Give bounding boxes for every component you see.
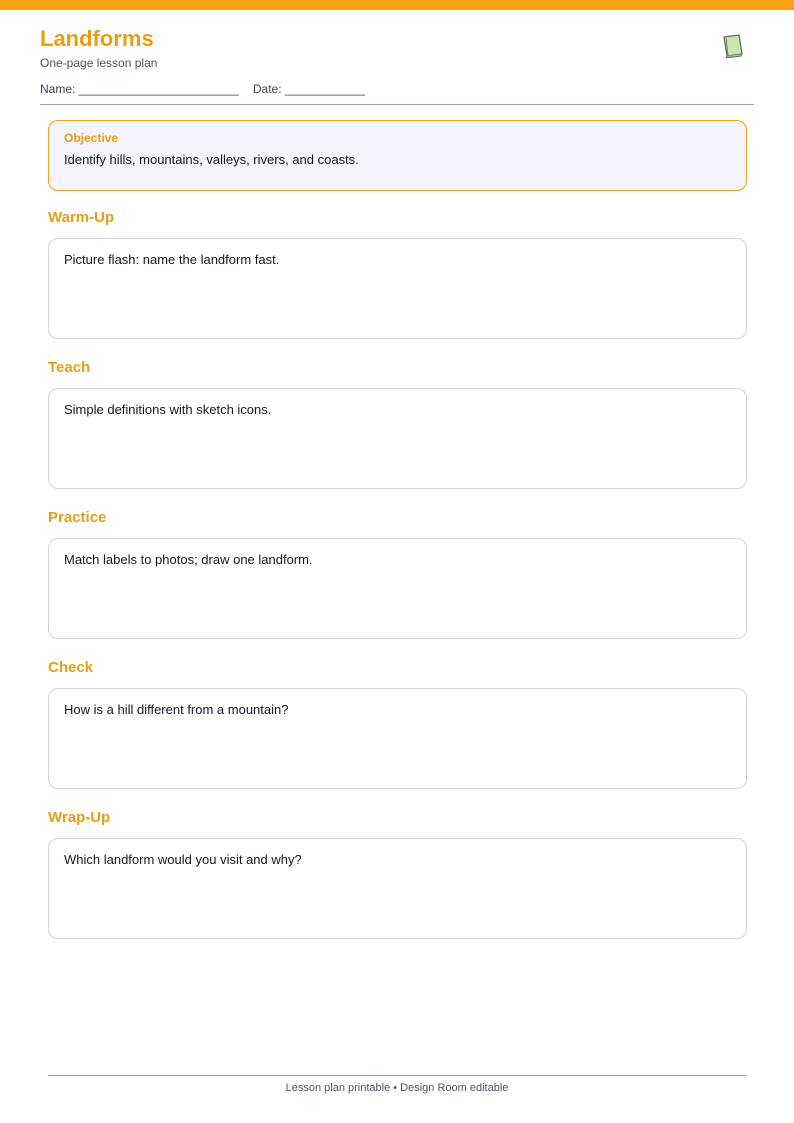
section-text-check: How is a hill different from a mountain? bbox=[64, 702, 289, 717]
page-title: Landforms bbox=[40, 26, 154, 51]
section-text-warm-up: Picture flash: name the landform fast. bbox=[64, 252, 280, 267]
section-title-check: Check bbox=[48, 659, 94, 676]
name-date-row bbox=[40, 82, 365, 96]
section-box-wrap-up[interactable] bbox=[48, 838, 747, 939]
section-box-teach[interactable] bbox=[48, 388, 747, 489]
page-footer: Lesson plan printable • Design Room editable bbox=[285, 1082, 509, 1094]
section-title-practice: Practice bbox=[48, 509, 107, 526]
section-box-check[interactable] bbox=[48, 688, 747, 789]
top-accent-bar bbox=[0, 0, 794, 10]
date-field[interactable]: Date: ____________ bbox=[252, 82, 365, 96]
section-text-teach: Simple definitions with sketch icons. bbox=[64, 402, 272, 417]
footer-divider bbox=[48, 1075, 746, 1076]
section-title-warm-up: Warm-Up bbox=[48, 209, 115, 226]
section-title-wrap-up: Wrap-Up bbox=[48, 809, 111, 826]
section-box-warm-up[interactable] bbox=[48, 238, 747, 339]
objective-text: Identify hills, mountains, valleys, rivers, and coasts. bbox=[64, 152, 359, 167]
page-header bbox=[40, 26, 754, 70]
section-text-wrap-up: Which landform would you visit and why? bbox=[64, 852, 302, 867]
objective-label: Objective bbox=[64, 131, 119, 145]
book-icon bbox=[722, 34, 744, 58]
objective-box bbox=[48, 120, 747, 191]
name-field[interactable]: Name: ________________________ bbox=[40, 82, 239, 96]
header-divider bbox=[40, 104, 754, 105]
section-box-practice[interactable] bbox=[48, 538, 747, 639]
section-text-practice: Match labels to photos; draw one landform. bbox=[64, 552, 313, 567]
page-subtitle: One-page lesson plan bbox=[40, 56, 158, 70]
section-title-teach: Teach bbox=[48, 359, 91, 376]
